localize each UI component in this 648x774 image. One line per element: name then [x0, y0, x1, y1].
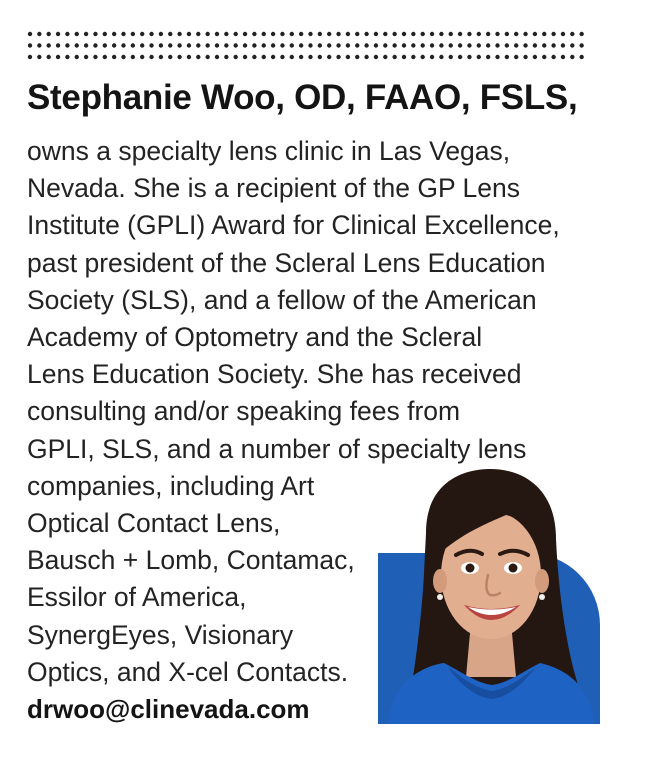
portrait-ear-left — [433, 569, 447, 593]
author-name: Stephanie Woo, OD, FAAO, FSLS, — [27, 78, 578, 117]
dot — [75, 32, 79, 36]
dot — [495, 32, 499, 36]
dot — [318, 32, 322, 36]
bio-line: Society (SLS), and a fellow of the American — [27, 284, 537, 315]
dot — [533, 43, 537, 47]
dot — [56, 32, 60, 36]
dot — [364, 43, 368, 47]
dot — [290, 43, 294, 47]
dot — [65, 32, 69, 36]
dot — [327, 32, 331, 36]
author-portrait — [378, 463, 600, 724]
portrait-pupil-left — [466, 564, 475, 573]
bio-line: Essilor of America, — [27, 582, 247, 613]
dot — [262, 55, 266, 59]
dot — [149, 43, 153, 47]
dot — [103, 43, 107, 47]
portrait-earring-left — [437, 594, 443, 600]
dot — [224, 32, 228, 36]
dot — [299, 55, 303, 59]
dot — [28, 43, 32, 47]
dot — [458, 55, 462, 59]
dot — [168, 55, 172, 59]
dot — [421, 43, 425, 47]
dot — [262, 43, 266, 47]
portrait-ear-right — [535, 569, 549, 593]
dot — [411, 55, 415, 59]
author-email[interactable]: drwoo@clinevada.com — [27, 694, 310, 724]
dot — [28, 55, 32, 59]
dot — [327, 43, 331, 47]
dot — [551, 43, 555, 47]
dot — [112, 43, 116, 47]
dot — [477, 55, 481, 59]
dot — [224, 43, 228, 47]
dot — [252, 32, 256, 36]
dot — [121, 55, 125, 59]
dot — [224, 55, 228, 59]
bio-line: GPLI, SLS, and a number of specialty lens — [27, 433, 527, 464]
dot — [243, 43, 247, 47]
dot — [346, 43, 350, 47]
dot — [439, 43, 443, 47]
dot — [430, 43, 434, 47]
dot — [570, 43, 574, 47]
dot — [56, 55, 60, 59]
dot — [561, 43, 565, 47]
dot — [37, 55, 41, 59]
dot — [402, 55, 406, 59]
dot — [168, 43, 172, 47]
dot — [392, 43, 396, 47]
bio-line: Nevada. She is a recipient of the GP Lens — [27, 173, 521, 204]
dot — [65, 55, 69, 59]
dot — [159, 43, 163, 47]
dot — [458, 32, 462, 36]
dot — [290, 32, 294, 36]
dot — [252, 43, 256, 47]
dot — [495, 55, 499, 59]
bio-line: companies, including Art — [27, 470, 315, 501]
dot — [383, 55, 387, 59]
dot — [196, 43, 200, 47]
dot — [299, 43, 303, 47]
dot — [570, 55, 574, 59]
dot — [168, 32, 172, 36]
dot — [439, 55, 443, 59]
dot — [467, 32, 471, 36]
dot — [84, 32, 88, 36]
dot — [411, 43, 415, 47]
dot — [495, 43, 499, 47]
dot — [299, 32, 303, 36]
dot — [140, 32, 144, 36]
dot — [421, 32, 425, 36]
dot — [84, 55, 88, 59]
dot — [542, 43, 546, 47]
dot — [542, 32, 546, 36]
dot — [177, 32, 181, 36]
dot — [177, 55, 181, 59]
dot — [121, 32, 125, 36]
dot — [187, 32, 191, 36]
dot — [262, 32, 266, 36]
dot — [280, 43, 284, 47]
dot — [131, 43, 135, 47]
dot — [514, 43, 518, 47]
dot — [93, 43, 97, 47]
dot — [374, 43, 378, 47]
dot — [103, 32, 107, 36]
dot — [505, 43, 509, 47]
dot — [243, 55, 247, 59]
dot — [149, 32, 153, 36]
dot — [56, 43, 60, 47]
dot — [177, 43, 181, 47]
dot — [159, 32, 163, 36]
dot — [196, 32, 200, 36]
dot — [392, 32, 396, 36]
dot — [533, 55, 537, 59]
bio-line: Optics, and X-cel Contacts. — [27, 656, 349, 687]
dot — [234, 43, 238, 47]
dot — [383, 43, 387, 47]
dot — [37, 43, 41, 47]
dot — [28, 32, 32, 36]
dot — [93, 55, 97, 59]
dot — [131, 32, 135, 36]
dot — [579, 55, 583, 59]
dot — [523, 55, 527, 59]
bio-line: SynergEyes, Visionary — [27, 619, 294, 650]
bio-line: Optical Contact Lens, — [27, 508, 281, 539]
dot — [140, 55, 144, 59]
dot — [336, 43, 340, 47]
dot — [243, 32, 247, 36]
dot — [290, 55, 294, 59]
dot — [327, 55, 331, 59]
dot — [505, 32, 509, 36]
dot — [430, 32, 434, 36]
dot — [364, 55, 368, 59]
dot — [355, 32, 359, 36]
dot — [215, 43, 219, 47]
dot — [196, 55, 200, 59]
bio-line: past president of the Scleral Lens Education — [27, 247, 546, 278]
dot — [103, 55, 107, 59]
dot — [215, 55, 219, 59]
dot — [205, 55, 209, 59]
dot — [579, 43, 583, 47]
dot — [551, 32, 555, 36]
dot — [187, 43, 191, 47]
portrait-earring-right — [539, 594, 545, 600]
dot — [112, 55, 116, 59]
dot — [449, 43, 453, 47]
dot — [439, 32, 443, 36]
dot — [346, 55, 350, 59]
dot — [542, 55, 546, 59]
portrait-neck — [466, 633, 516, 677]
dot — [402, 43, 406, 47]
dot — [514, 32, 518, 36]
dot — [392, 55, 396, 59]
bio-line: Lens Education Society. She has received — [27, 359, 522, 390]
dot-row — [28, 43, 584, 47]
bio-line: Institute (GPLI) Award for Clinical Excellence, — [27, 210, 560, 241]
dot — [159, 55, 163, 59]
dot — [355, 43, 359, 47]
dot — [112, 32, 116, 36]
dot — [93, 32, 97, 36]
dot — [514, 55, 518, 59]
dot — [467, 43, 471, 47]
dot — [149, 55, 153, 59]
dot — [336, 55, 340, 59]
dot — [280, 55, 284, 59]
dot — [458, 43, 462, 47]
dot — [271, 55, 275, 59]
dot — [308, 55, 312, 59]
dot — [308, 43, 312, 47]
dot — [234, 55, 238, 59]
dot — [308, 32, 312, 36]
dot — [561, 55, 565, 59]
dot — [477, 32, 481, 36]
dot — [65, 43, 69, 47]
dot — [140, 43, 144, 47]
dot — [579, 32, 583, 36]
dot — [75, 55, 79, 59]
dot — [523, 32, 527, 36]
dot — [346, 32, 350, 36]
dot — [271, 32, 275, 36]
dot — [318, 43, 322, 47]
dot — [411, 32, 415, 36]
dot — [187, 55, 191, 59]
dot — [336, 32, 340, 36]
dot — [505, 55, 509, 59]
dot — [383, 32, 387, 36]
dot — [84, 43, 88, 47]
dot — [280, 32, 284, 36]
dot — [121, 43, 125, 47]
dot — [551, 55, 555, 59]
dot — [318, 55, 322, 59]
bio-line: consulting and/or speaking fees from — [27, 396, 461, 427]
dot — [486, 32, 490, 36]
dot — [364, 32, 368, 36]
dot — [561, 32, 565, 36]
dot — [252, 55, 256, 59]
dot — [47, 55, 51, 59]
dot — [486, 43, 490, 47]
dot — [215, 32, 219, 36]
dot — [421, 55, 425, 59]
dot — [75, 43, 79, 47]
bio-line: Academy of Optometry and the Scleral — [27, 322, 483, 353]
bio-line: Bausch + Lomb, Contamac, — [27, 545, 355, 576]
dot — [205, 43, 209, 47]
dot — [449, 55, 453, 59]
dot — [467, 55, 471, 59]
dot — [355, 55, 359, 59]
dot — [533, 32, 537, 36]
dot — [430, 55, 434, 59]
dot — [402, 32, 406, 36]
bio-line: owns a specialty lens clinic in Las Vegas, — [27, 136, 511, 166]
dot — [131, 55, 135, 59]
dot-row — [28, 32, 584, 36]
dot — [374, 32, 378, 36]
dot — [271, 43, 275, 47]
dotted-divider — [27, 31, 593, 61]
dot — [37, 32, 41, 36]
dot — [47, 43, 51, 47]
dot — [374, 55, 378, 59]
dot — [570, 32, 574, 36]
dot — [523, 43, 527, 47]
dot — [47, 32, 51, 36]
dot — [486, 55, 490, 59]
dot — [205, 32, 209, 36]
dot — [477, 43, 481, 47]
portrait-pupil-right — [509, 564, 518, 573]
dot — [449, 32, 453, 36]
dot — [234, 32, 238, 36]
dot-row — [28, 55, 584, 59]
